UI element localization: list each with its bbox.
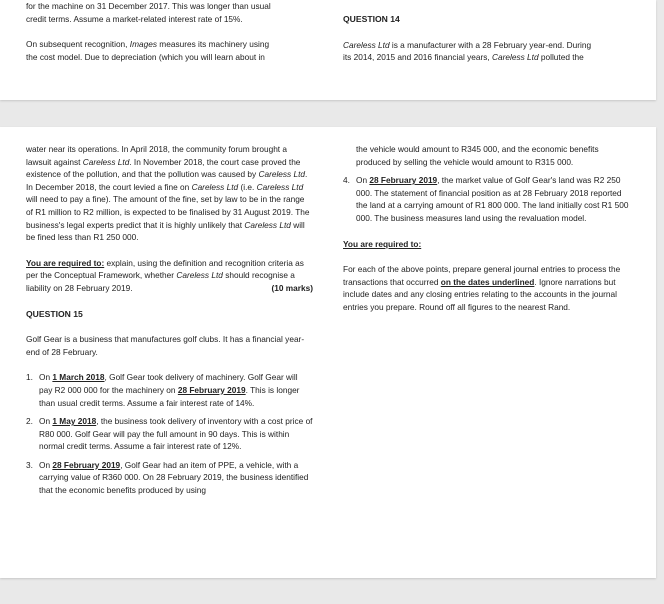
company-name: Careless Ltd (343, 39, 390, 50)
text-span: polluted the (538, 52, 584, 63)
text-span: On subsequent recognition, (26, 39, 130, 50)
text-span: . In December 2018, the court levied a fine on (26, 169, 308, 192)
underlined-date: 28 February 2019 (369, 175, 438, 186)
text-span: water near its operations. In April 2018, the community forum brought a lawsuit against (26, 144, 288, 167)
text-span: On (39, 416, 53, 427)
underlined-date: 28 February 2019 (52, 459, 121, 470)
top-left-column (26, 0, 313, 63)
question-15-list-continued (343, 174, 631, 224)
required-label: You are required to: (343, 238, 422, 249)
text-span: will be fined less than R1 250 000. (26, 219, 305, 243)
text-span: measures its machinery using (157, 39, 270, 50)
text-line: for the machine on 31 December 2017. This was longer than usual (26, 1, 271, 11)
text-span: its 2014, 2015 and 2016 financial years, (343, 52, 492, 63)
top-right-column (343, 13, 631, 64)
company-name: Careless Ltd (191, 181, 239, 192)
text-span: On (356, 175, 370, 186)
underlined-date: 28 February 2019 (177, 384, 246, 395)
list-item (343, 174, 631, 224)
page-top (0, 0, 656, 100)
text-span: , Golf Gear had an item of PPE, a vehicle, with a carrying value of R360 000. On 28 February 2019, the business identified that the economic benefits produced by using (39, 459, 309, 496)
required-label: You are required to: (26, 257, 105, 268)
question-14-heading: QUESTION 14 (343, 14, 400, 24)
text-span: is a manufacturer with a 28 February year-end. During (389, 39, 592, 50)
company-name: Careless Ltd (256, 181, 304, 192)
company-name: Careless Ltd (176, 270, 223, 281)
company-name: Images (129, 39, 157, 50)
text-span: . In November 2018, the court case proved the existence of the pollution, and that the pollution was caused by (26, 156, 301, 180)
item-number: 3. (26, 459, 33, 470)
required-instructions (343, 263, 631, 313)
required-paragraph (26, 257, 313, 295)
text-span: . This is longer than usual credit terms. Assume a fair interest rate of 14%. (39, 384, 300, 408)
underlined-phrase: on the dates underlined (440, 276, 535, 287)
list-item (26, 371, 313, 409)
text-span: . Ignore narrations but include dates and any closing entries relating to the accounts in the journal entries you prepare. Round off all figures to the nearest Rand. (343, 276, 617, 312)
question-15-intro: Golf Gear is a business that manufactures golf clubs. It has a financial year-end of 28 February. (26, 334, 305, 357)
underlined-date: 1 March 2018 (52, 372, 105, 383)
text-span: , Golf Gear took delivery of machinery. Golf Gear will pay R2 000 000 for the machinery on (39, 372, 298, 395)
text-span: , the market value of Golf Gear's land was R2 250 000. The statement of financial position as at 28 February 2018 reported the land at a carrying amount of R1 800 000. The land initially cost R1 500 000. The business measures land using the revaluation model. (356, 175, 629, 223)
text-span: should recognise a liability on 28 February 2019. (26, 270, 295, 293)
paragraph (343, 51, 631, 64)
company-name: Careless Ltd (492, 52, 539, 63)
item-number: 1. (26, 372, 33, 383)
item-number: 2. (26, 416, 33, 427)
list-item (26, 415, 313, 453)
page-main (0, 127, 656, 578)
text-line: credit terms. Assume a market-related interest rate of 15%. (26, 13, 243, 24)
company-name: Careless Ltd (244, 219, 291, 230)
paragraph (343, 39, 631, 52)
question-15-heading: QUESTION 15 (26, 308, 83, 319)
main-right-column (343, 143, 631, 314)
text-line: the cost model. Due to depreciation (which you will learn about in (26, 51, 265, 62)
company-name: Careless Ltd (82, 156, 130, 167)
question-14-body (26, 143, 313, 244)
text-span: (i.e. (238, 181, 257, 192)
text-span: explain, using the definition and recognition criteria as per the Conceptual Framework, whether (26, 257, 304, 281)
list-item (26, 459, 313, 497)
paragraph (26, 38, 313, 51)
underlined-date: 1 May 2018 (52, 416, 97, 427)
item-number: 4. (343, 175, 350, 186)
text-span: will need to pay a fine). The amount of the fine, set by law to be in the range of R1 million to R2 million, is expected to be finalised by 31 August 2019. The business's legal experts predict that it is highly unlikely that (26, 194, 310, 230)
question-15-list (26, 371, 313, 496)
text-span: On (39, 459, 53, 470)
marks-label: (10 marks) (271, 282, 313, 293)
text-span: For each of the above points, prepare general journal entries to process the transactions that occurred (343, 264, 621, 287)
main-left-column (26, 143, 313, 497)
text-span: On (39, 372, 53, 383)
text-span: , the business took delivery of inventory with a cost price of R80 000. Golf Gear will pay the full amount in 90 days. This is within normal credit terms. Assume a fair interest rate of 12%. (39, 416, 313, 452)
company-name: Careless Ltd (258, 169, 306, 180)
item-3-continuation: the vehicle would amount to R345 000, and the economic benefits produced by selling the vehicle would amount to R315 000. (356, 144, 599, 167)
